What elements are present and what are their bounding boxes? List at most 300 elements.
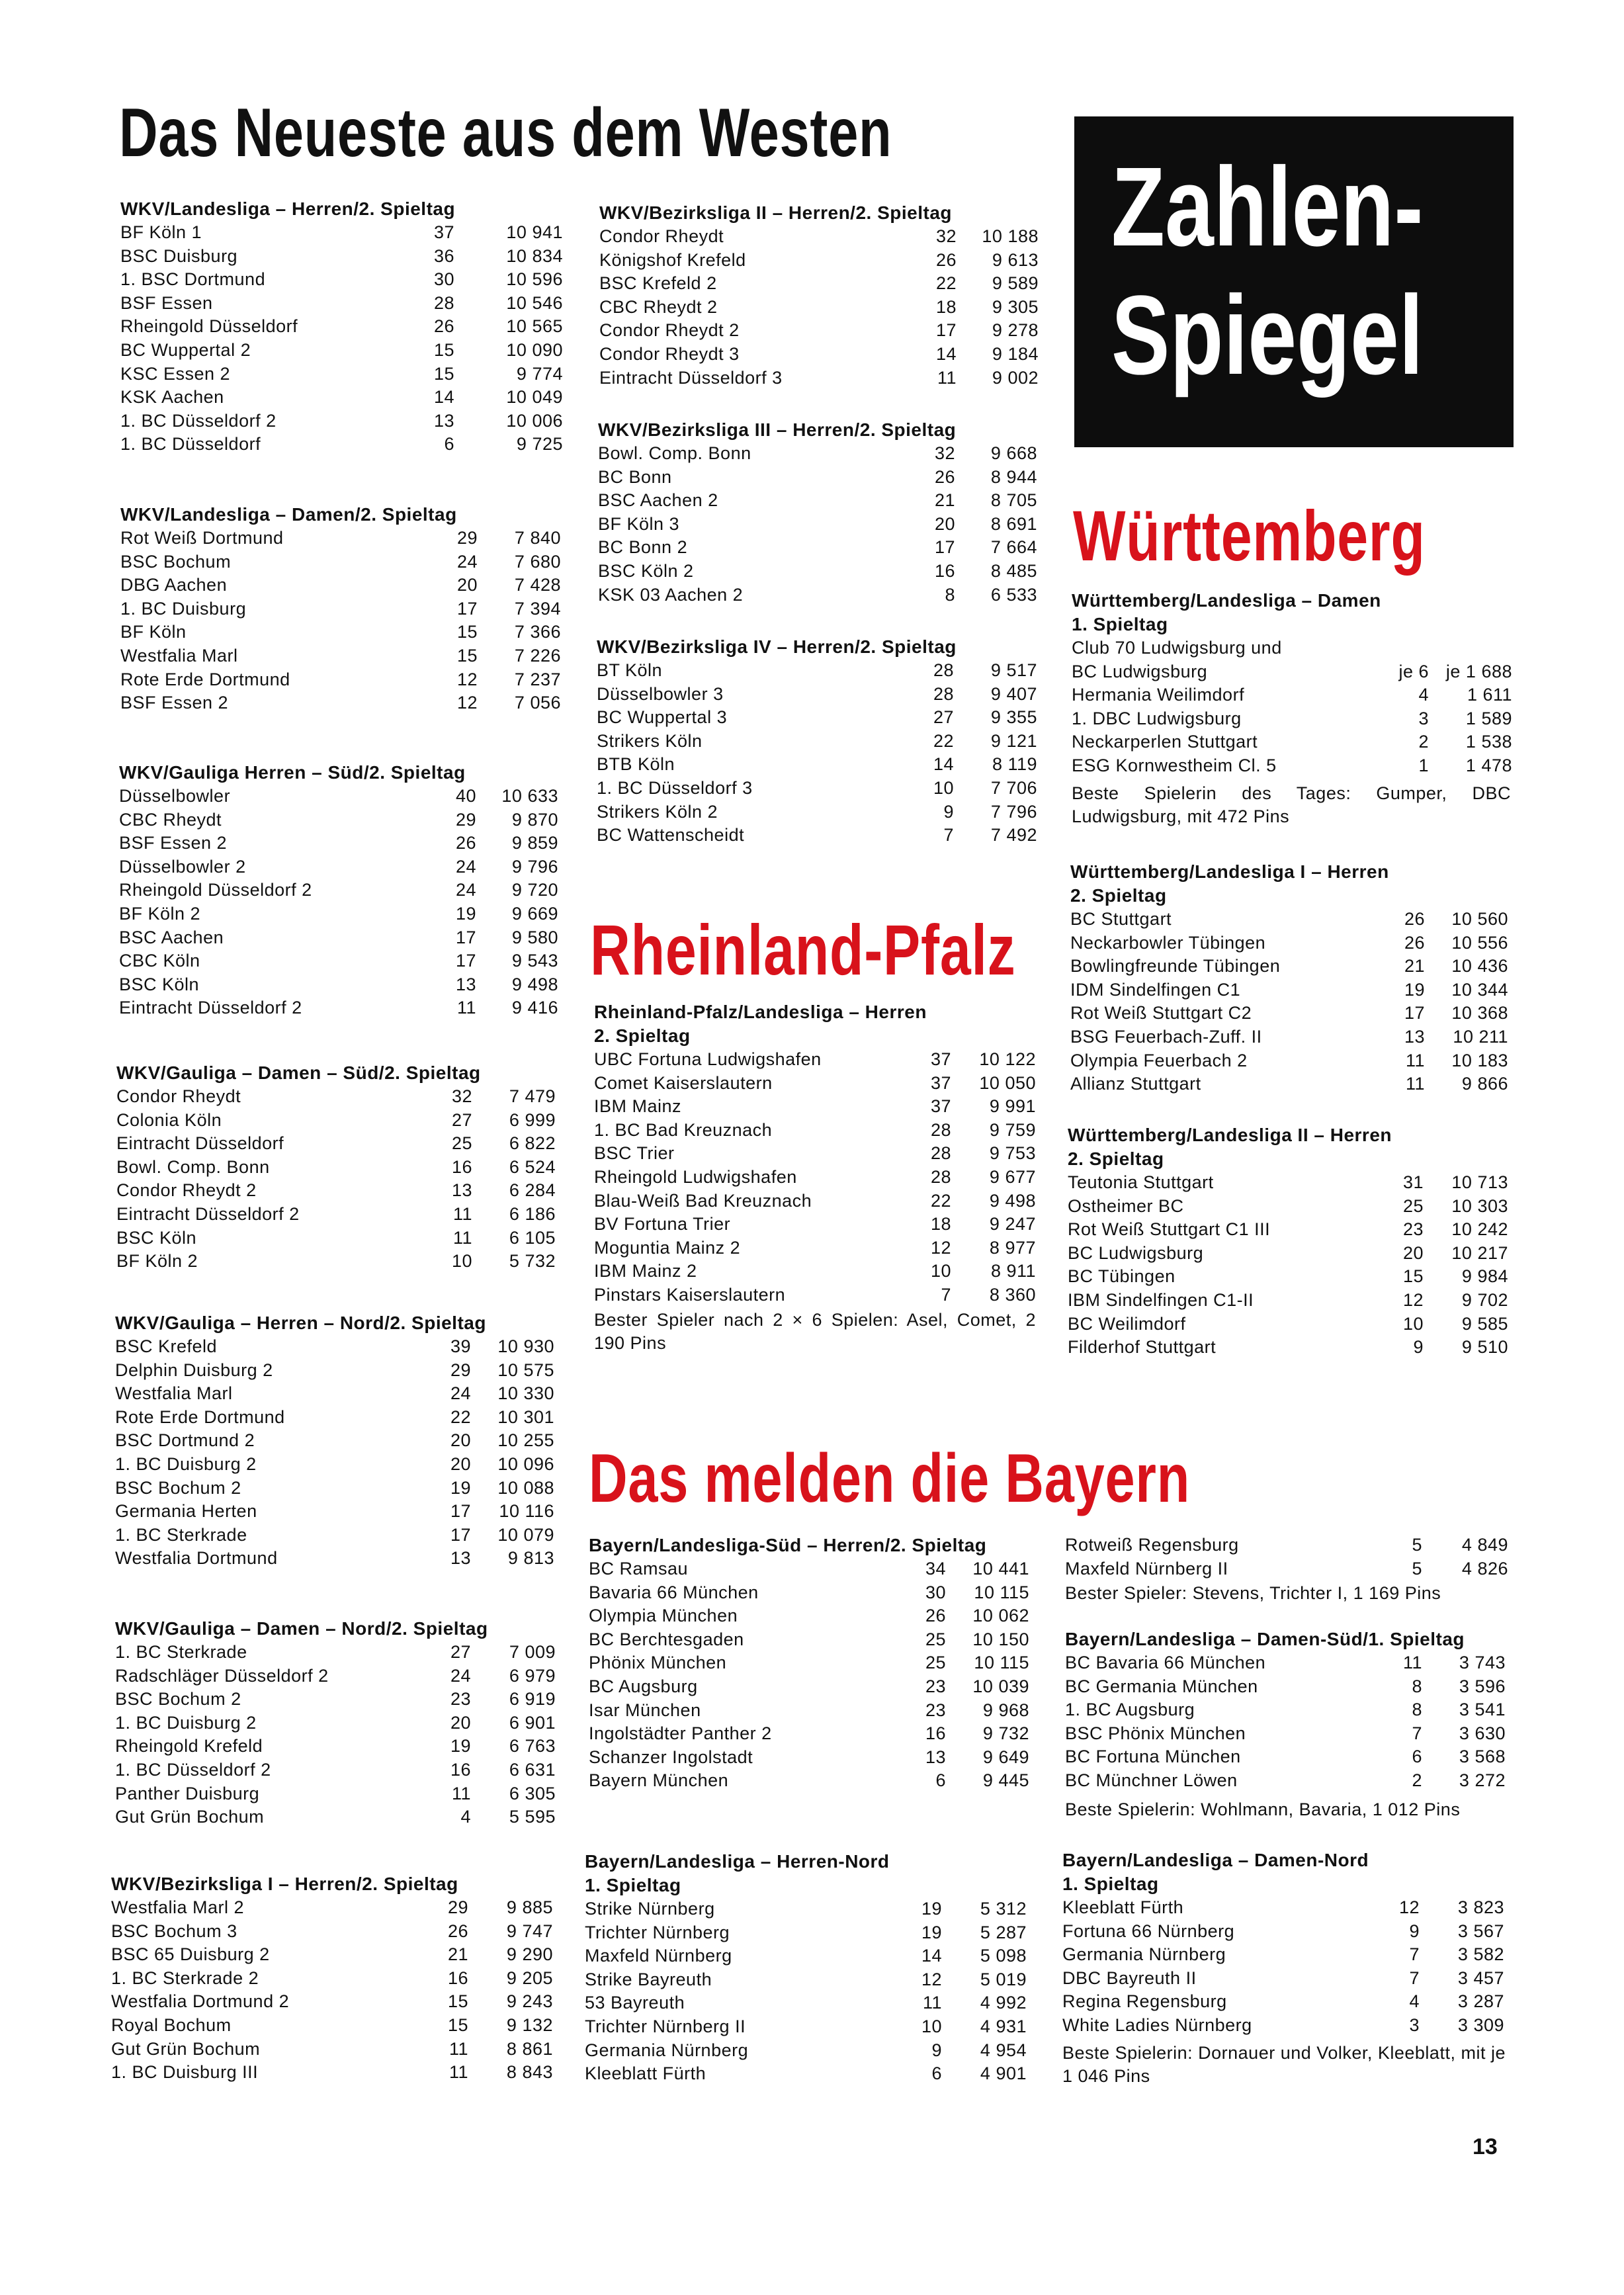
points: 32	[451, 1086, 472, 1106]
table-gauliga-damen-nord	[115, 1617, 558, 1829]
table-row	[115, 1477, 558, 1500]
points: 24	[450, 1665, 471, 1686]
table-row	[589, 1581, 1032, 1605]
pins: 6 631	[509, 1759, 556, 1780]
table-row	[119, 926, 562, 950]
table-row	[1070, 955, 1512, 978]
table-row	[1068, 1195, 1512, 1219]
team-name: BSC Phönix München	[1065, 1723, 1246, 1743]
points: 19	[450, 1477, 471, 1498]
pins: 9 243	[506, 1991, 553, 2012]
team-name: BSC Köln	[116, 1227, 197, 1248]
points: 17	[934, 537, 955, 558]
table-row	[1070, 931, 1512, 955]
points: 17	[456, 598, 478, 619]
points: 15	[447, 2014, 468, 2035]
table-gauliga-herren-sued	[119, 761, 562, 1020]
points: 11	[937, 367, 957, 388]
team-name: BC Bonn 2	[598, 537, 688, 558]
table-row	[115, 1735, 558, 1758]
table-title: Bayern/Landesliga – Damen-Süd/1. Spieltag	[1065, 1629, 1465, 1649]
team-name: BSF Essen 2	[120, 693, 229, 713]
table-row	[1062, 1896, 1510, 1920]
team-name: Rheingold Krefeld	[115, 1736, 263, 1756]
table-row	[585, 2039, 1031, 2063]
table-row	[594, 1166, 1039, 1190]
pins: 9 669	[511, 903, 558, 924]
team-name: Neckarbowler Tübingen	[1070, 932, 1266, 953]
team-name: 1. BC Sterkrade	[115, 1524, 247, 1545]
pins: 6 186	[509, 1203, 556, 1224]
pins: 9 278	[992, 320, 1039, 341]
table-bayern-sued-herren	[589, 1534, 1032, 1793]
pins: 10 303	[1451, 1195, 1508, 1216]
table-row	[115, 1665, 558, 1688]
pins: 10 596	[506, 269, 563, 290]
pins: 1 611	[1467, 685, 1512, 705]
pins: 9 510	[1461, 1337, 1508, 1358]
table-row	[115, 1382, 558, 1406]
table-row	[1062, 1920, 1510, 1944]
table-bayern-nord-herren	[585, 1850, 1031, 2086]
team-name: Strike Nürnberg	[585, 1899, 715, 1919]
table-title-line2: 2. Spieltag	[1070, 885, 1167, 906]
team-name: Kleeblatt Fürth	[585, 2063, 706, 2084]
table-row	[119, 996, 562, 1020]
table-row	[111, 1967, 557, 1991]
table-wuerttemberg-landesliga-damen	[1072, 589, 1514, 828]
pins: 8 843	[506, 2062, 553, 2083]
points: 1	[1418, 755, 1429, 775]
team-name: BF Köln 2	[119, 903, 201, 924]
points: 7	[943, 825, 954, 845]
pins: 6 763	[509, 1736, 556, 1756]
pins: 7 840	[514, 528, 561, 548]
table-row	[115, 1335, 558, 1359]
table-row	[111, 1920, 557, 1944]
table-row	[120, 339, 564, 363]
table-bayern-damen-sued	[1065, 1627, 1511, 1821]
points: 15	[433, 339, 454, 360]
pins: 6 901	[509, 1712, 556, 1733]
points: 22	[930, 1190, 951, 1211]
table-row	[1062, 1967, 1510, 1991]
pins: 9 305	[992, 296, 1039, 317]
team-name: Panther Duisburg	[115, 1783, 260, 1803]
team-name: Eintracht Düsseldorf 2	[119, 998, 302, 1018]
table-bayern-damen-nord	[1062, 1848, 1510, 2088]
points: 37	[930, 1049, 951, 1069]
team-name: 1. BC Duisburg 2	[115, 1712, 257, 1733]
table-gauliga-herren-nord	[115, 1311, 558, 1571]
table-row	[111, 1943, 557, 1967]
table-row	[1072, 754, 1514, 778]
pins: 10 050	[979, 1072, 1036, 1093]
team-name: IBM Sindelfingen C1-II	[1068, 1289, 1254, 1310]
team-name: Radschläger Düsseldorf 2	[115, 1665, 329, 1686]
team-name: Düsselbowler	[119, 786, 231, 806]
team-name: BSC Bochum 2	[115, 1477, 241, 1498]
points: 20	[1402, 1242, 1424, 1263]
points: 20	[450, 1430, 471, 1451]
pins: 3 743	[1459, 1653, 1506, 1672]
points: 22	[450, 1407, 471, 1427]
pins: 3 287	[1457, 1991, 1504, 2012]
pins: 10 565	[506, 316, 563, 337]
points: 17	[455, 927, 476, 947]
pins: 4 954	[980, 2040, 1027, 2060]
points: je 6	[1398, 661, 1429, 681]
points: 13	[455, 974, 476, 994]
points: 36	[433, 245, 454, 266]
table-row	[111, 2061, 557, 2085]
pins: 6 284	[509, 1180, 556, 1201]
table-wuerttemberg-landesliga-2-herren	[1068, 1123, 1512, 1360]
table-row	[116, 1109, 560, 1133]
table-note: Beste Spielerin: Dornauer und Volker, Kleeblatt, mit je 1 046 Pins	[1062, 2042, 1506, 2086]
team-name: 1. BC Duisburg III	[111, 2062, 259, 2083]
table-row	[589, 1675, 1032, 1699]
table-row	[115, 1359, 558, 1383]
team-name: Bowlingfreunde Tübingen	[1070, 956, 1281, 976]
team-name: Strikers Köln	[597, 730, 703, 751]
table-row	[594, 1213, 1039, 1236]
table-row	[1065, 1651, 1511, 1675]
pins: 10 930	[497, 1336, 554, 1356]
table-bezirksliga-1	[111, 1872, 557, 2085]
points: 23	[1402, 1219, 1424, 1240]
table-note: Beste Spielerin: Wohlmann, Bavaria, 1 012 Pins	[1065, 1799, 1461, 1819]
pins: 9 732	[982, 1723, 1029, 1744]
points: 28	[433, 292, 454, 313]
table-row	[120, 527, 564, 550]
table-body	[594, 1048, 1039, 1307]
team-name: Allianz Stuttgart	[1070, 1074, 1201, 1094]
team-name: BC Fortuna München	[1065, 1747, 1241, 1767]
team-name: Delphin Duisburg 2	[115, 1360, 273, 1380]
points: 7	[1409, 1944, 1420, 1965]
table-row	[1070, 1072, 1512, 1096]
team-name: 1. BC Sterkrade 2	[111, 1968, 259, 1988]
team-name: KSK 03 Aachen 2	[598, 584, 744, 605]
points: 20	[450, 1453, 471, 1474]
team-name: BSC Bochum	[120, 551, 232, 572]
points: 12	[1398, 1897, 1420, 1917]
points: 12	[921, 1969, 942, 1989]
table-body	[120, 221, 564, 456]
points: 8	[1412, 1700, 1422, 1720]
table-body	[599, 225, 1043, 390]
team-name: Bowl. Comp. Bonn	[116, 1156, 270, 1177]
team-name: Strikers Köln 2	[597, 801, 718, 822]
team-name: Rot Weiß Stuttgart C1 III	[1068, 1219, 1271, 1240]
pins: 10 255	[497, 1430, 554, 1451]
table-body	[1062, 1896, 1510, 2038]
pins: 10 122	[979, 1049, 1036, 1069]
points: 19	[1404, 979, 1425, 1000]
pins: 3 541	[1459, 1700, 1506, 1720]
pins: 6 524	[509, 1156, 556, 1177]
table-row	[115, 1805, 558, 1829]
points: 37	[433, 222, 454, 242]
pins: 9 796	[511, 856, 558, 877]
pins: 10 211	[1453, 1026, 1508, 1047]
pins: 10 150	[972, 1629, 1029, 1649]
team-name: BSC Duisburg	[120, 245, 238, 266]
points: 28	[933, 660, 954, 680]
team-name: Germania Nürnberg	[585, 2040, 749, 2060]
points: 17	[450, 1501, 471, 1522]
pins: 9 677	[989, 1166, 1036, 1187]
table-row	[120, 644, 564, 668]
points: 24	[456, 551, 478, 572]
team-name: BC Münchner Löwen	[1065, 1770, 1238, 1790]
table-body	[115, 1641, 558, 1829]
team-name: IBM Mainz 2	[594, 1261, 697, 1281]
team-name: White Ladies Nürnberg	[1062, 2014, 1252, 2035]
table-title: WKV/Gauliga Herren – Süd/2. Spieltag	[119, 762, 466, 783]
points: 9	[943, 801, 954, 822]
pins: 7 664	[990, 537, 1037, 558]
team-name: UBC Fortuna Ludwigshafen	[594, 1049, 822, 1069]
team-name: BSC Bochum 2	[115, 1689, 241, 1710]
pins: 10 633	[501, 786, 558, 806]
points: 8	[1412, 1676, 1422, 1696]
table-body	[1070, 908, 1512, 1096]
table-row	[599, 367, 1043, 390]
table-row	[589, 1699, 1032, 1723]
points: 30	[433, 269, 454, 290]
team-name: BSC Aachen 2	[598, 490, 718, 511]
points: 15	[1402, 1266, 1424, 1287]
points: 26	[447, 1921, 468, 1941]
points: 17	[450, 1524, 471, 1545]
table-row	[1072, 636, 1514, 660]
team-name: Teutonia Stuttgart	[1068, 1172, 1214, 1192]
pins: 7 237	[514, 669, 561, 689]
table-row	[594, 1095, 1039, 1119]
team-name: BC Weilimdorf	[1068, 1313, 1186, 1334]
points: 14	[921, 1946, 942, 1966]
table-row	[1068, 1242, 1512, 1266]
points: 10	[930, 1261, 951, 1281]
table-row	[589, 1557, 1032, 1581]
pins: 7 009	[509, 1642, 556, 1662]
pins: 6 105	[509, 1227, 556, 1248]
points: 6	[1412, 1747, 1422, 1767]
table-body	[116, 1085, 560, 1274]
pins: 9 132	[506, 2014, 553, 2035]
team-name: Condor Rheydt	[599, 226, 724, 246]
points: 25	[1402, 1195, 1424, 1216]
table-row	[589, 1651, 1032, 1675]
team-name: Königshof Krefeld	[599, 249, 746, 270]
pins: 10 546	[506, 292, 563, 313]
table-row	[120, 574, 564, 597]
table-bayern-sued-herren-continued	[1065, 1534, 1510, 1605]
pins: 9 355	[990, 707, 1037, 728]
points: 4	[1418, 685, 1429, 705]
table-title-line1: Württemberg/Landesliga II – Herren	[1068, 1125, 1392, 1145]
points: 2	[1418, 732, 1429, 752]
table-row	[120, 597, 564, 621]
points: 10	[933, 777, 954, 798]
table-row	[120, 433, 564, 456]
table-row	[598, 513, 1041, 537]
pins: 10 575	[497, 1360, 554, 1380]
team-name: Royal Bochum	[111, 2014, 232, 2035]
pins: 9 870	[511, 809, 558, 830]
pins: 10 834	[506, 245, 563, 266]
table-row	[111, 2038, 557, 2061]
points: 25	[925, 1629, 946, 1649]
points: 28	[933, 683, 954, 704]
team-name: Gut Grün Bochum	[115, 1807, 265, 1827]
table-title-line1: Württemberg/Landesliga – Damen	[1072, 590, 1381, 611]
points: 19	[455, 903, 476, 924]
table-title-line2: 2. Spieltag	[594, 1025, 691, 1046]
pins: 3 596	[1459, 1676, 1506, 1696]
team-name: Rheingold Düsseldorf	[120, 316, 298, 337]
team-name: Schanzer Ingolstadt	[589, 1747, 753, 1767]
points: 11	[451, 1783, 471, 1803]
table-row	[119, 832, 562, 855]
pins: 8 485	[990, 560, 1037, 581]
team-name: DBC Bayreuth II	[1062, 1968, 1197, 1988]
table-row	[585, 2015, 1031, 2039]
table-row	[599, 225, 1043, 249]
points: 13	[1404, 1026, 1425, 1047]
table-title: Bayern/Landesliga-Süd – Herren/2. Spieltag	[589, 1535, 987, 1555]
points: 15	[447, 1991, 468, 2012]
pins: 10 344	[1451, 979, 1508, 1000]
table-row	[115, 1711, 558, 1735]
points: 10	[1402, 1313, 1424, 1334]
pins: 6 979	[509, 1665, 556, 1686]
table-row	[598, 584, 1041, 607]
table-row	[1065, 1675, 1511, 1699]
table-row	[585, 1968, 1031, 1992]
pins: 5 098	[980, 1946, 1027, 1966]
team-name: Isar München	[589, 1700, 701, 1720]
table-title-line2: 2. Spieltag	[1068, 1148, 1164, 1169]
table-row	[119, 949, 562, 973]
team-name: BC Augsburg	[589, 1676, 698, 1696]
pins: 9 585	[1461, 1313, 1508, 1334]
team-name: Eintracht Düsseldorf 2	[116, 1203, 300, 1224]
team-name: Condor Rheydt 2	[116, 1180, 257, 1201]
pins: 9 498	[989, 1190, 1036, 1211]
team-name: BC Bavaria 66 München	[1065, 1653, 1266, 1672]
points: 26	[1404, 932, 1425, 953]
pins: 10 556	[1451, 932, 1508, 953]
team-name: BSG Feuerbach-Zuff. II	[1070, 1026, 1262, 1047]
pins: 9 498	[511, 974, 558, 994]
table-title-line1: Bayern/Landesliga – Damen-Nord	[1062, 1850, 1369, 1870]
team-name: Club 70 Ludwigsburg und	[1072, 638, 1282, 658]
table-row	[1070, 1025, 1512, 1049]
pins: 7 366	[514, 622, 561, 642]
pins: 9 407	[990, 683, 1037, 704]
table-body	[598, 442, 1041, 607]
points: 25	[451, 1133, 472, 1154]
zahlen-spiegel-box	[1074, 116, 1514, 447]
points: 37	[930, 1096, 951, 1117]
points: 16	[925, 1723, 946, 1744]
pins: 9 668	[990, 443, 1037, 463]
pins: 9 885	[506, 1897, 553, 1917]
table-title: WKV/Landesliga – Damen/2. Spieltag	[120, 504, 457, 525]
table-row	[589, 1769, 1032, 1793]
points: 39	[450, 1336, 471, 1356]
pins: 3 630	[1459, 1723, 1506, 1743]
pins: 8 977	[989, 1237, 1036, 1258]
team-name: Rot Weiß Dortmund	[120, 528, 284, 548]
points: 11	[1402, 1653, 1422, 1672]
pins: 7 680	[514, 551, 561, 572]
points: 24	[455, 880, 476, 900]
points: 11	[922, 1993, 942, 2013]
pins: 9 121	[990, 730, 1037, 751]
table-note: Bester Spieler: Stevens, Trichter I, 1 169 Pins	[1065, 1583, 1441, 1604]
table-body	[597, 659, 1040, 847]
table-row	[119, 855, 562, 879]
pins: 7 492	[990, 825, 1037, 845]
table-row	[1065, 1698, 1511, 1722]
pins: 9 774	[516, 363, 563, 384]
table-row	[1068, 1313, 1512, 1336]
pins: 7 706	[990, 777, 1037, 798]
points: 14	[433, 387, 454, 408]
table-body	[111, 1896, 557, 2085]
table-wuerttemberg-landesliga-1-herren	[1070, 860, 1512, 1096]
pins: 9 589	[992, 273, 1039, 294]
team-name: BC Wattenscheidt	[597, 825, 745, 845]
table-row	[1065, 1745, 1511, 1769]
points: 23	[925, 1700, 946, 1720]
pins: 10 039	[972, 1676, 1029, 1696]
team-name: BSC 65 Duisburg 2	[111, 1944, 270, 1965]
table-bezirksliga-2	[599, 201, 1043, 390]
points: 27	[933, 707, 954, 728]
pins: 6 919	[509, 1689, 556, 1710]
points: 19	[921, 1899, 942, 1919]
pins: 10 368	[1451, 1003, 1508, 1023]
points: 5	[1412, 1535, 1422, 1555]
pins: 8 911	[990, 1261, 1036, 1281]
pins: 8 705	[990, 490, 1037, 511]
team-name: BC Wuppertal 3	[597, 707, 728, 728]
table-row	[585, 1991, 1031, 2015]
table-note: Beste Spielerin des Tages: Gumper, DBC Ludwigsburg, mit 472 Pins	[1072, 783, 1511, 826]
points: 24	[450, 1383, 471, 1404]
team-name: Westfalia Marl	[115, 1383, 233, 1404]
pins: 4 826	[1461, 1558, 1508, 1579]
team-name: Pinstars Kaiserslautern	[594, 1284, 786, 1305]
team-name: BF Köln 3	[598, 513, 680, 534]
points: 22	[935, 273, 957, 294]
points: 26	[935, 249, 957, 270]
team-name: 1. BC Sterkrade	[115, 1642, 247, 1662]
pins: 9 445	[982, 1770, 1029, 1791]
points: 21	[934, 490, 955, 511]
table-row	[598, 442, 1041, 466]
table-title: WKV/Bezirksliga IV – Herren/2. Spieltag	[597, 636, 957, 657]
table-row	[1072, 660, 1514, 684]
team-name: 1. BC Duisburg 2	[115, 1453, 257, 1474]
pins: 10 713	[1451, 1172, 1508, 1192]
table-row	[115, 1429, 558, 1453]
